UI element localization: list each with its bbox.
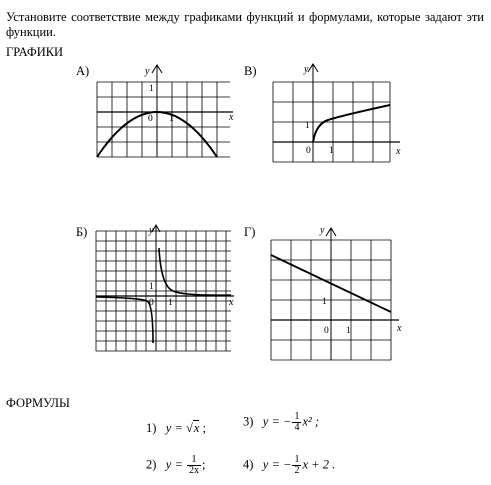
graph-a-label: А): [76, 64, 90, 78]
graph-a-tick-y: 1: [149, 84, 154, 94]
graph-v-curve-right: [159, 248, 231, 295]
graph-v-y-label: y: [149, 225, 154, 236]
graph-v: [93, 223, 238, 363]
formula-3: 3) y = − $\frac{1}{4}$ x² ;: [243, 411, 320, 433]
graph-g-tick-x: 1: [346, 326, 351, 336]
graph-a-tick-x: 1: [169, 114, 174, 124]
graph-b-label: В): [244, 64, 257, 78]
graph-v-tick-y: 1: [149, 282, 154, 292]
formula-2: 2) y = $\frac{1}{2x}$ ;: [146, 454, 206, 476]
graph-b-tick-y: 1: [305, 121, 310, 131]
graph-g: [268, 225, 403, 375]
formula-4: 4) y = − $\frac{1}{2}$ x + 2 .: [243, 454, 336, 476]
graph-g-tick-y: 1: [322, 297, 327, 307]
graph-a-y-label: y: [145, 66, 150, 77]
graph-b-y-label: y: [304, 64, 309, 75]
graphs-heading: ГРАФИКИ: [6, 45, 64, 59]
graph-v-x-label: x: [229, 297, 234, 308]
graph-g-y-label: y: [320, 225, 325, 236]
graph-b-x-label: x: [396, 146, 401, 157]
formulas-heading: ФОРМУЛЫ: [6, 396, 70, 410]
graph-g-label: Г): [244, 225, 256, 239]
graph-v-curve-left: [96, 297, 153, 343]
formula-1: 1) y = √x ;: [146, 421, 207, 435]
graph-g-x-label: x: [397, 323, 402, 334]
graph-v-label: Б): [76, 225, 88, 239]
graph-b-origin: 0: [306, 146, 311, 156]
task-text: Установите соответствие между графиками функций и формулами, которые задают эти функции.: [6, 10, 484, 39]
graph-b: [268, 62, 403, 182]
graph-a: [95, 65, 235, 165]
graph-v-origin: 0: [149, 298, 154, 308]
graph-g-origin: 0: [324, 326, 329, 336]
graph-v-tick-x: 1: [168, 298, 173, 308]
graph-a-origin: 0: [148, 114, 153, 124]
graph-b-curve: [313, 105, 390, 142]
graph-a-x-label: x: [229, 112, 234, 123]
graph-b-tick-x: 1: [329, 146, 334, 156]
